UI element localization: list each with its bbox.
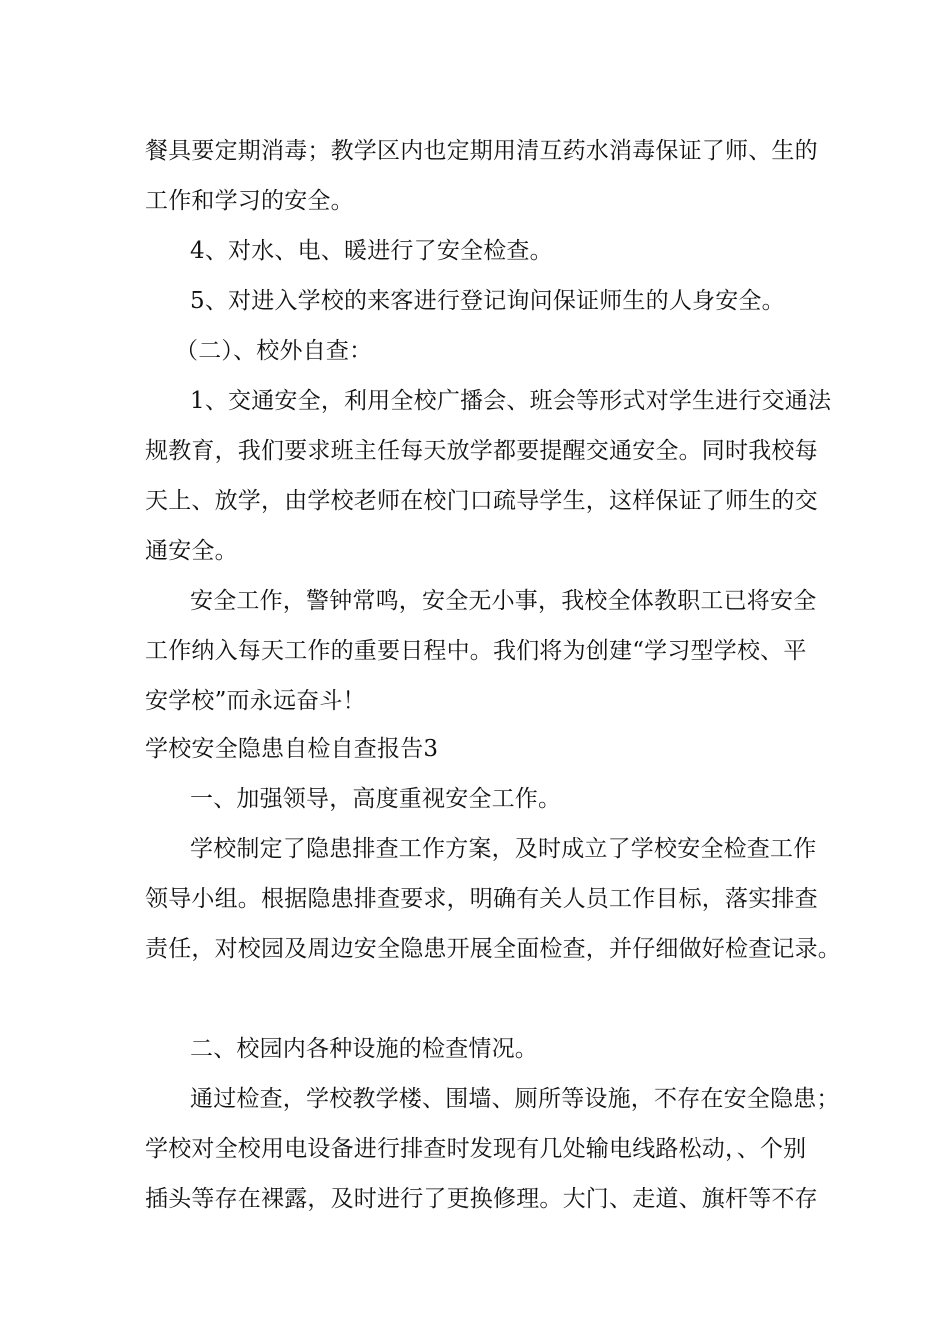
text-line: 5、对进入学校的来客进行登记询问保证师生的人身安全。 <box>190 288 785 314</box>
section-heading: 一、加强领导，高度重视安全工作。 <box>190 786 562 812</box>
text-line: 规教育，我们要求班主任每天放学都要提醒交通安全。同时我校每 <box>145 438 818 464</box>
text-line: 1、交通安全，利用全校广播会、班会等形式对学生进行交通法 <box>190 388 832 414</box>
text-line: 学校制定了隐患排查工作方案，及时成立了学校安全检查工作 <box>190 836 817 862</box>
text-line: 通安全。 <box>145 538 238 564</box>
text-line: 安全工作，警钟常鸣，安全无小事，我校全体教职工已将安全 <box>190 588 817 614</box>
text-line: 通过检查，学校教学楼、围墙、厕所等设施，不存在安全隐患； <box>190 1086 840 1112</box>
section-heading: 二、校园内各种设施的检查情况。 <box>190 1036 538 1062</box>
report-title: 学校安全隐患自检自查报告3 <box>145 736 439 762</box>
text-line: 工作和学习的安全。 <box>145 188 354 214</box>
text-line: 4、对水、电、暖进行了安全检查。 <box>190 238 553 264</box>
text-line: 责任，对校园及周边安全隐患开展全面检查，并仔细做好检查记录。 <box>145 936 841 962</box>
text-line: 插头等存在裸露，及时进行了更换修理。大门、走道、旗杆等不存 <box>145 1186 818 1212</box>
text-line: 安学校”而永远奋斗！ <box>145 688 366 714</box>
text-line: 工作纳入每天工作的重要日程中。我们将为创建“学习型学校、平 <box>145 638 807 664</box>
text-line: 天上、放学，由学校老师在校门口疏导学生，这样保证了师生的交 <box>145 488 818 514</box>
text-line: 学校对全校用电设备进行排查时发现有几处输电线路松动，、个别 <box>145 1136 807 1162</box>
text-line: 餐具要定期消毒；教学区内也定期用清互药水消毒保证了师、生的 <box>145 138 818 164</box>
text-line: 领导小组。根据隐患排查要求，明确有关人员工作目标，落实排查 <box>145 886 818 912</box>
section-heading: （二）、校外自查： <box>175 338 373 364</box>
